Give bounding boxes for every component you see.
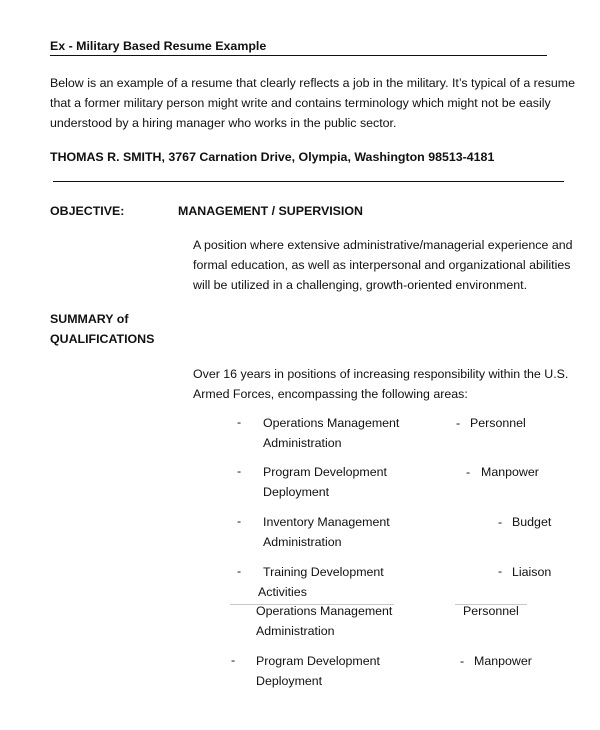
intro-line-2: that a former military person might write and contains terminology which might not be easily: [50, 96, 551, 110]
intro-line-1: Below is an example of a resume that clearly reflects a job in the military. It’s typical of a resume: [50, 76, 575, 90]
area-left-1: Program Development: [263, 465, 387, 479]
area-left-2: Deployment: [263, 485, 330, 499]
contact-line: THOMAS R. SMITH, 3767 Carnation Drive, Olympia, Washington 98513-4181: [50, 150, 495, 164]
objective-line-2: formal education, as well as interpersonal and organizational abilities: [193, 258, 571, 272]
list-bullet: -: [498, 515, 503, 529]
area-left-1: Operations Management: [263, 416, 400, 430]
area-left-1: Operations Management: [256, 604, 393, 618]
objective-line-1: A position where extensive administrative/managerial experience and: [193, 238, 573, 252]
area-left-1: Training Development: [263, 565, 384, 579]
list-bullet: -: [456, 416, 461, 430]
list-bullet: -: [231, 653, 236, 667]
area-right: Manpower: [474, 654, 532, 668]
area-left-2: Administration: [263, 535, 342, 549]
list-bullet: -: [466, 465, 471, 479]
area-left-2: Activities: [258, 585, 307, 599]
document-title: Ex - Military Based Resume Example: [50, 39, 267, 53]
summary-line-2: Armed Forces, encompassing the following areas:: [193, 387, 468, 401]
summary-label-2: QUALIFICATIONS: [50, 332, 155, 346]
list-bullet: -: [237, 564, 242, 578]
list-bullet: -: [237, 514, 242, 528]
intro-line-3: understood by a hiring manager who works in the public sector.: [50, 116, 397, 130]
contact-divider: [53, 181, 564, 182]
area-right: Personnel: [470, 416, 526, 430]
area-left-2: Administration: [263, 436, 342, 450]
objective-label: OBJECTIVE:: [50, 204, 125, 218]
list-bullet: -: [460, 654, 465, 668]
list-bullet: -: [237, 464, 242, 478]
area-left-1: Program Development: [256, 654, 380, 668]
objective-title: MANAGEMENT / SUPERVISION: [178, 204, 363, 218]
area-right: Personnel: [463, 604, 519, 618]
list-bullet: -: [237, 415, 242, 429]
area-left-2: Administration: [256, 624, 335, 638]
area-right: Liaison: [512, 565, 552, 579]
area-right: Manpower: [481, 465, 539, 479]
area-left-1: Inventory Management: [263, 515, 390, 529]
area-right: Budget: [512, 515, 552, 529]
objective-line-3: will be utilized in a challenging, growth-oriented environment.: [193, 278, 528, 292]
summary-line-1: Over 16 years in positions of increasing responsibility within the U.S.: [193, 367, 569, 381]
area-left-2: Deployment: [256, 674, 323, 688]
summary-label-1: SUMMARY of: [50, 312, 129, 326]
list-bullet: -: [498, 564, 503, 578]
title-divider: [50, 55, 547, 56]
